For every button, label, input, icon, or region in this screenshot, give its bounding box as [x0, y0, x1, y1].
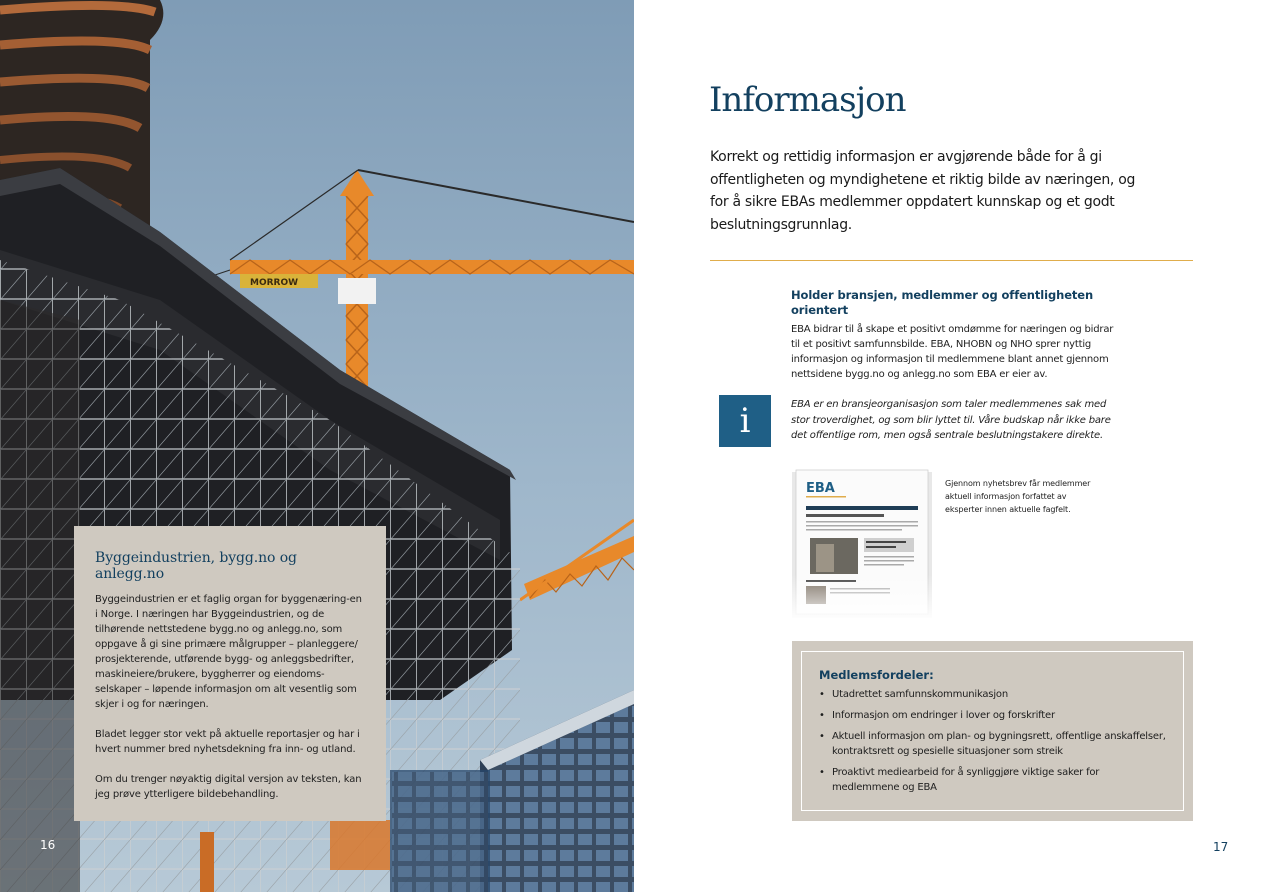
- section-divider: [710, 260, 1193, 261]
- info-icon: [719, 395, 771, 447]
- info-box-paragraph-2: Bladet legger stor vekt på aktuelle reportasjer og har i hvert nummer bred nyhetsdekning fra inn- og utland.: [95, 729, 360, 755]
- publication-info-box: [74, 526, 386, 821]
- block-body: EBA bidrar til å skape et positivt omdømme for næringen og bidrar til et positivt samfunnsbilde. EBA, NHOBN og NHO sprer nyttig informasjon og informasjon til medlemmene blant annet gjennom nettsidene bygg.no og anlegg.no som EBA er eier av.: [791, 324, 1114, 380]
- crane-brand-label: MORROW: [250, 278, 299, 288]
- benefit-item: • Utadrettet samfunnskommunikasjon: [819, 687, 1169, 702]
- intro-paragraph: Korrekt og rettidig informasjon er avgjørende både for å gi offentligheten og myndighetene et riktig bilde av næringen, og for å sikre EBAs medlemmer oppdatert kunnskap og et godt beslutningsgrunnlag.: [710, 149, 1136, 233]
- newsletter-caption: Gjennom nyhetsbrev får medlemmer aktuell informasjon forfattet av eksperter innen aktuelle fagfelt.: [945, 479, 1091, 514]
- benefits-list: [819, 687, 1169, 795]
- benefit-item: • Aktuell informasjon om plan- og bygningsrett, offentlige anskaffelser, kontraktsrett og spesielle situasjoner som streik: [819, 729, 1169, 759]
- member-benefits-box: [792, 641, 1193, 821]
- info-box-paragraph-1: Byggeindustrien er et faglig organ for byggenæring-en i Norge. I næringen har Byggeindustrien, og de tilhørende nettstedene bygg.no og anlegg.no, som oppgave å gi sine primære målgrupper – planleggere/ prosjekterende, utførende bygg- og anleggsbedrifter, maskineiere/brukere, byggherrer og eiendoms-selskaper – løpende informasjon om alt vesentlig som skjer i og for næringen.: [95, 594, 362, 710]
- benefits-heading: Medlemsfordeler:: [819, 668, 934, 682]
- quote-text: EBA er en bransjeorganisasjon som taler medlemmenes sak med stor troverdighet, og som blir lyttet til. Våre budskap når ikke bare det offentlige rom, men også sentrale beslutningstakere direkte.: [791, 399, 1111, 441]
- page-number-left: 16: [40, 838, 56, 852]
- benefit-item: • Informasjon om endringer i lover og forskrifter: [819, 708, 1169, 723]
- benefit-item: • Proaktivt mediearbeid for å synliggjøre viktige saker for medlemmene og EBA: [819, 765, 1169, 795]
- info-icon-glyph: i: [739, 401, 751, 441]
- info-box-title: Byggeindustrien, bygg.no og anlegg.no: [95, 550, 297, 582]
- member-benefits-frame: [801, 651, 1184, 811]
- newsletter-thumbnail: [786, 468, 938, 620]
- page-number-right: 17: [1213, 840, 1229, 854]
- info-box-paragraph-3: Om du trenger nøyaktig digital versjon av teksten, kan jeg prøve ytterligere bildebehandling.: [95, 774, 362, 800]
- page-title: Informasjon: [709, 80, 906, 120]
- block-heading: Holder bransjen, medlemmer og offentligheten orientert: [791, 288, 1094, 317]
- right-page: [634, 0, 1266, 892]
